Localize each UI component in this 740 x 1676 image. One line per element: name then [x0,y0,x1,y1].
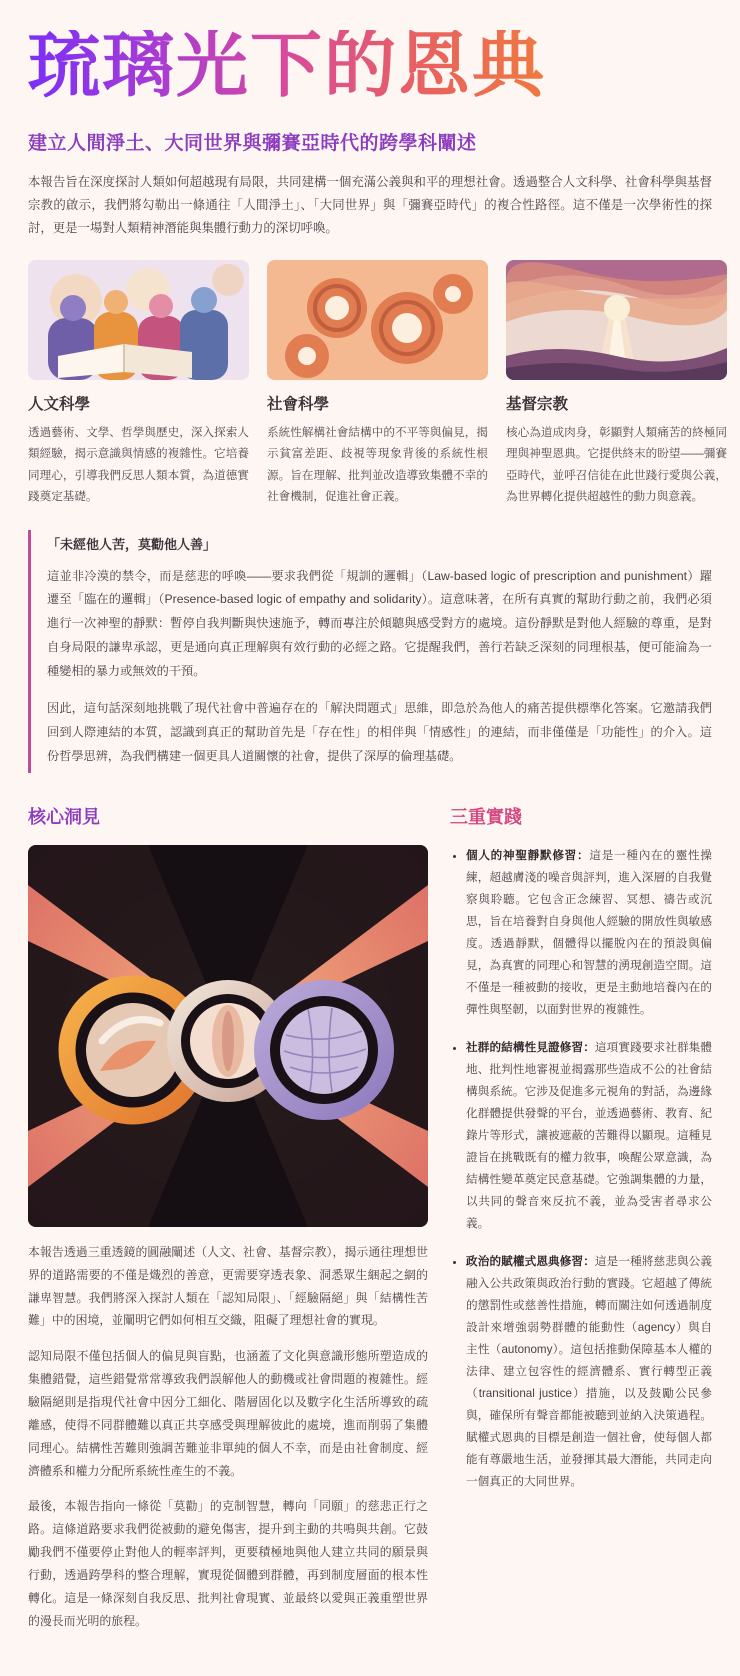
practice-body: 這是一種內在的靈性操練，超越膚淺的噪音與評判，進入深層的自我覺察與聆聽。它包含正念練習、冥想、禱告或沉思，旨在培養對自身與他人經驗的開放性與敏感度。透過靜默，個體得以擺脫內在的預設與偏見，為真實的同理心和智慧的湧現創造空間。這不僅是一種被動的接收，更是主動地培養內在的彈性與堅韌，以面對世界的複雜性。 [466,848,712,1016]
practice-title: 個人的神聖靜默修習： [466,848,590,862]
list-item [466,845,712,1021]
core-insight-paragraph: 認知局限不僅包括個人的偏見與盲點，也涵蓋了文化與意識形態所塑造成的集體錯覺，這些錯覺常常導致我們誤解他人的動機或社會問題的複雜性。經驗隔絕則是指現代社會中因分工細化、階層固化以及數字化生活所導致的疏離感，使得不同群體難以真正共享感受與理解彼此的處境，進而削弱了集體同理心。結構性苦難則強調苦難並非單純的個人不幸，而是由社會制度、經濟體系和權力分配所系統性產生的不義。 [28,1349,428,1478]
core-insight-paragraph: 本報告透過三重透鏡的圓融闡述（人文、社會、基督宗教），揭示通往理想世界的道路需要的不僅是熾烈的善意，更需要穿透表象、洞悉眾生綑起之網的謙卑智慧。我們將深入探討人類在「認知局限」、「經驗隔絕」與「結構性苦難」中的困境，並闡明它們如何相互交織，阻礙了理想社會的實現。 [28,1244,428,1328]
practice-body: 這是一種將慈悲與公義融入公共政策與政治行動的實踐。它超越了傳統的懲罰性或慈善性措施，轉而關注如何透過制度設計來增強弱勢群體的能動性（agency）與自主性（autonomy）。這包括推動保障基本人權的法律、建立包容性的經濟體系、實行轉型正義（transitional justice）措施，以及鼓勵公民參與，確保所有聲音都能被聽到並納入決策過程。賦權式恩典的目標是創造一個社會，使每個人都能有尊嚴地生活，並發揮其最大潛能，共同走向一個真正的大同世界。 [466,1255,712,1489]
card-social-science [267,260,488,508]
quote-title: 「未經他人苦，莫勸他人善」 [47,536,217,552]
triple-practice-column [450,797,712,1646]
quote-paragraph: 因此，這句話深刻地挑戰了現代社會中普遍存在的「解決問題式」思維，即急於為他人的痛苦提供標準化答案。它邀請我們回到人際連結的本質，認識到真正的幫助首先是「存在性」的相伴與「情感性」的連結，而非僅僅是「功能性」的介入。這份哲學思辨，為我們構建一個更具人道關懷的社會，提供了深厚的倫理基礎。 [47,701,712,764]
core-insights-column [28,797,428,1646]
card-body: 透過藝術、文學、哲學與歷史，深入探索人類經驗，揭示意識與情感的複雜性。它培養同理心，引導我們反思人類本質，為道德實踐奠定基礎。 [28,425,249,504]
path-to-light-illustration [506,260,727,380]
practice-title: 社群的結構性見證修習： [466,1040,595,1054]
card-humanities [28,260,249,508]
quote-paragraph: 這並非冷漠的禁令，而是慈悲的呼喚——要求我們從「規訓的邏輯」（Law-based logic of prescription and punishment）躍遷至「臨在的邏輯」（Presence-based logic of empathy and solidarity）。這意味著，在所有真實的幫助行動之前，我們必須進行一次神聖的靜默：暫停自我判斷與快速施予，轉而專注於傾聽與感受對方的處境。這份靜默是對他人經驗的尊重，是對自身局限的謙卑承認，更是通向真正理解與有效行動的必經之路。它提醒我們，善行若缺乏深刻的同理根基，便可能淪為一種變相的暴力或無效的干預。 [47,568,712,678]
practice-list [450,845,712,1493]
intro-paragraph: 本報告旨在深度探討人類如何超越現有局限，共同建構一個充滿公義與和平的理想社會。透過整合人文科學、社會科學與基督宗教的啟示，我們將勾勒出一條通往「人間淨土」、「大同世界」與「彌賽亞時代」的複合性路徑。這不僅是一次學術性的探討，更是一場對人類精神潛能與集體行動力的深切呼喚。 [28,175,712,235]
card-title: 基督宗教 [506,395,569,413]
card-christianity [506,260,727,508]
section-heading-core-insights: 核心洞見 [28,806,100,827]
gears-illustration [267,260,488,380]
card-body: 系統性解構社會結構中的不平等與偏見，揭示貧富差距、歧視等現象背後的系統性根源。旨在理解、批判並改造導致集體不幸的社會機制，促進社會正義。 [267,425,488,504]
card-title: 社會科學 [267,395,330,413]
quote-block [28,530,712,773]
list-item [466,1037,712,1235]
list-item [466,1251,712,1493]
section-heading-triple-practice: 三重實踐 [450,806,522,827]
card-title: 人文科學 [28,395,91,413]
practice-title: 政治的賦權式恩典修習： [466,1255,595,1269]
people-reading-illustration [28,260,249,380]
page-title: 琉璃光下的恩典 [28,30,712,102]
triple-lens-illustration [28,845,428,1227]
card-body: 核心為道成肉身，彰顯對人類痛苦的終極同理與神聖恩典。它提供終末的盼望——彌賽亞時代，並呼召信徒在此世踐行愛與公義，為世界轉化提供超越性的動力與意義。 [506,425,727,504]
discipline-cards [28,260,727,508]
page-subtitle: 建立人間淨土、大同世界與彌賽亞時代的跨學科闡述 [28,133,477,154]
practice-body: 這項實踐要求社群集體地、批判性地審視並揭露那些造成不公的社會結構與系統。它涉及促進多元視角的對話，為邊緣化群體提供發聲的平台，並透過藝術、教育、紀錄片等形式，讓被遮蔽的苦難得以顯現。這種見證旨在挑戰既有的權力敘事，喚醒公眾意識，為結構性變革奠定民意基礎。它強調集體的力量，以共同的聲音來反抗不義，並為受害者尋求公義。 [466,1040,712,1231]
content-columns [28,797,712,1646]
core-insight-paragraph: 最後，本報告指向一條從「莫勸」的克制智慧，轉向「同願」的慈悲正行之路。這條道路要求我們從被動的避免傷害，提升到主動的共鳴與共創。它鼓勵我們不僅要停止對他人的輕率評判，更要積極地與他人建立共同的願景與行動，透過跨學科的整合理解，實現從個體到群體，再到制度層面的根本性轉化。這是一條深刻自我反思、批判社會現實、並最終以愛與正義重塑世界的漫長而光明的旅程。 [28,1499,428,1628]
